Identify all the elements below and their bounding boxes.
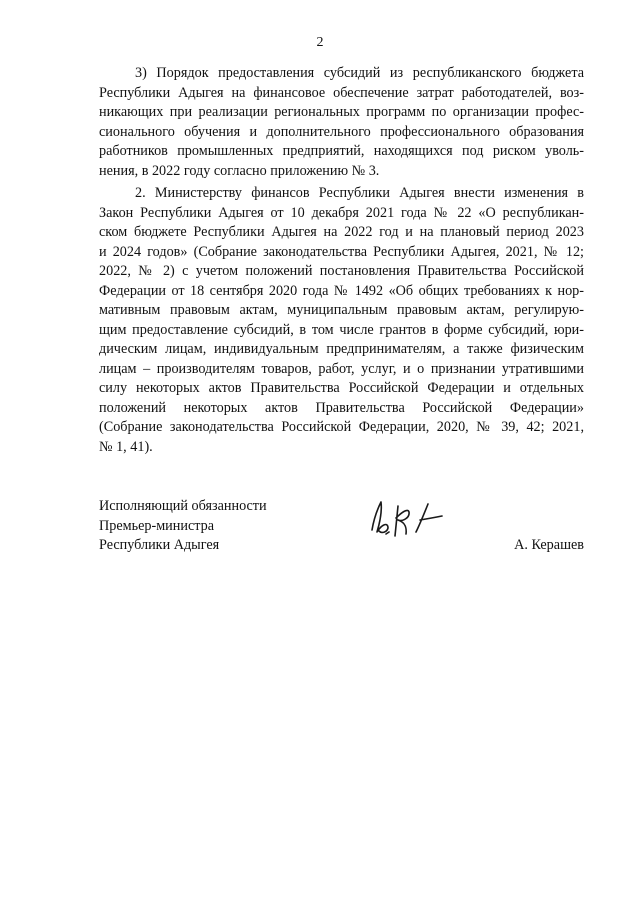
text-line: работников промышленных предприятий, находящихся под риском уволь- [99, 143, 584, 159]
paragraph-item-2-text [99, 184, 584, 457]
text-line: дическим лицам, индивидуальным предпринимателям, а также физическим [99, 341, 584, 357]
page-number: 2 [316, 35, 324, 50]
signatory-title-line: Республики Адыгея [99, 537, 220, 553]
text-line: щим предоставление субсидий, в том числе грантов в форме субсидий, юри- [99, 321, 584, 338]
text-line: Федерации от 18 сентября 2020 года № 1492 «Об общих требованиях к нор- [99, 282, 584, 299]
text-line: нения, в 2022 году согласно приложению № 3. [99, 162, 380, 179]
text-line: положений некоторых актов Правительства Российской Федерации» [99, 399, 584, 416]
text-line: Закон Республики Адыгея от 10 декабря 2021 года № 22 «О республикан- [99, 204, 584, 221]
text-line: 3) Порядок предоставления субсидий из республиканского бюджета [135, 65, 584, 81]
text-line: Республики Адыгея на финансовое обеспечение затрат работодателей, воз- [99, 84, 584, 101]
paragraph-item-3-text [99, 64, 584, 181]
text-line: (Собрание законодательства Российской Федерации, 2020, № 39, 42; 2021, [99, 419, 584, 435]
text-line: № 1, 41). [99, 438, 153, 455]
text-line: никающих при реализации региональных программ по организации профес- [99, 104, 584, 120]
signatory-name: А. Керашев [514, 537, 584, 553]
paragraph-item-3 [99, 64, 584, 181]
signatory-title [99, 497, 267, 556]
text-line: ском бюджете Республики Адыгея на 2022 год и на плановый период 2023 [99, 224, 584, 240]
text-line: мативным правовым актам, муниципальным правовым актам, регулирую- [99, 302, 584, 318]
signatory-title-line: Премьер-министра [99, 517, 215, 534]
text-line: 2. Министерству финансов Республики Адыгея внести изменения в [135, 185, 584, 201]
paragraph-item-2 [99, 184, 584, 457]
text-line: и 2024 годов» (Собрание законодательства Республики Адыгея, 2021, № 12; [99, 243, 584, 260]
text-line: лицам – производителям товаров, работ, услуг, и о признании утратившими [99, 360, 584, 377]
text-line: 2022, № 2) с учетом положений постановления Правительства Российской [99, 263, 584, 279]
signatory-title-line: Исполняющий обязанности [99, 498, 267, 514]
handwritten-signature-icon [360, 496, 450, 544]
text-line: сионального обучения и дополнительного профессионального образования [99, 123, 584, 140]
text-line: силу некоторых актов Правительства Российской Федерации и отдельных [99, 380, 584, 396]
